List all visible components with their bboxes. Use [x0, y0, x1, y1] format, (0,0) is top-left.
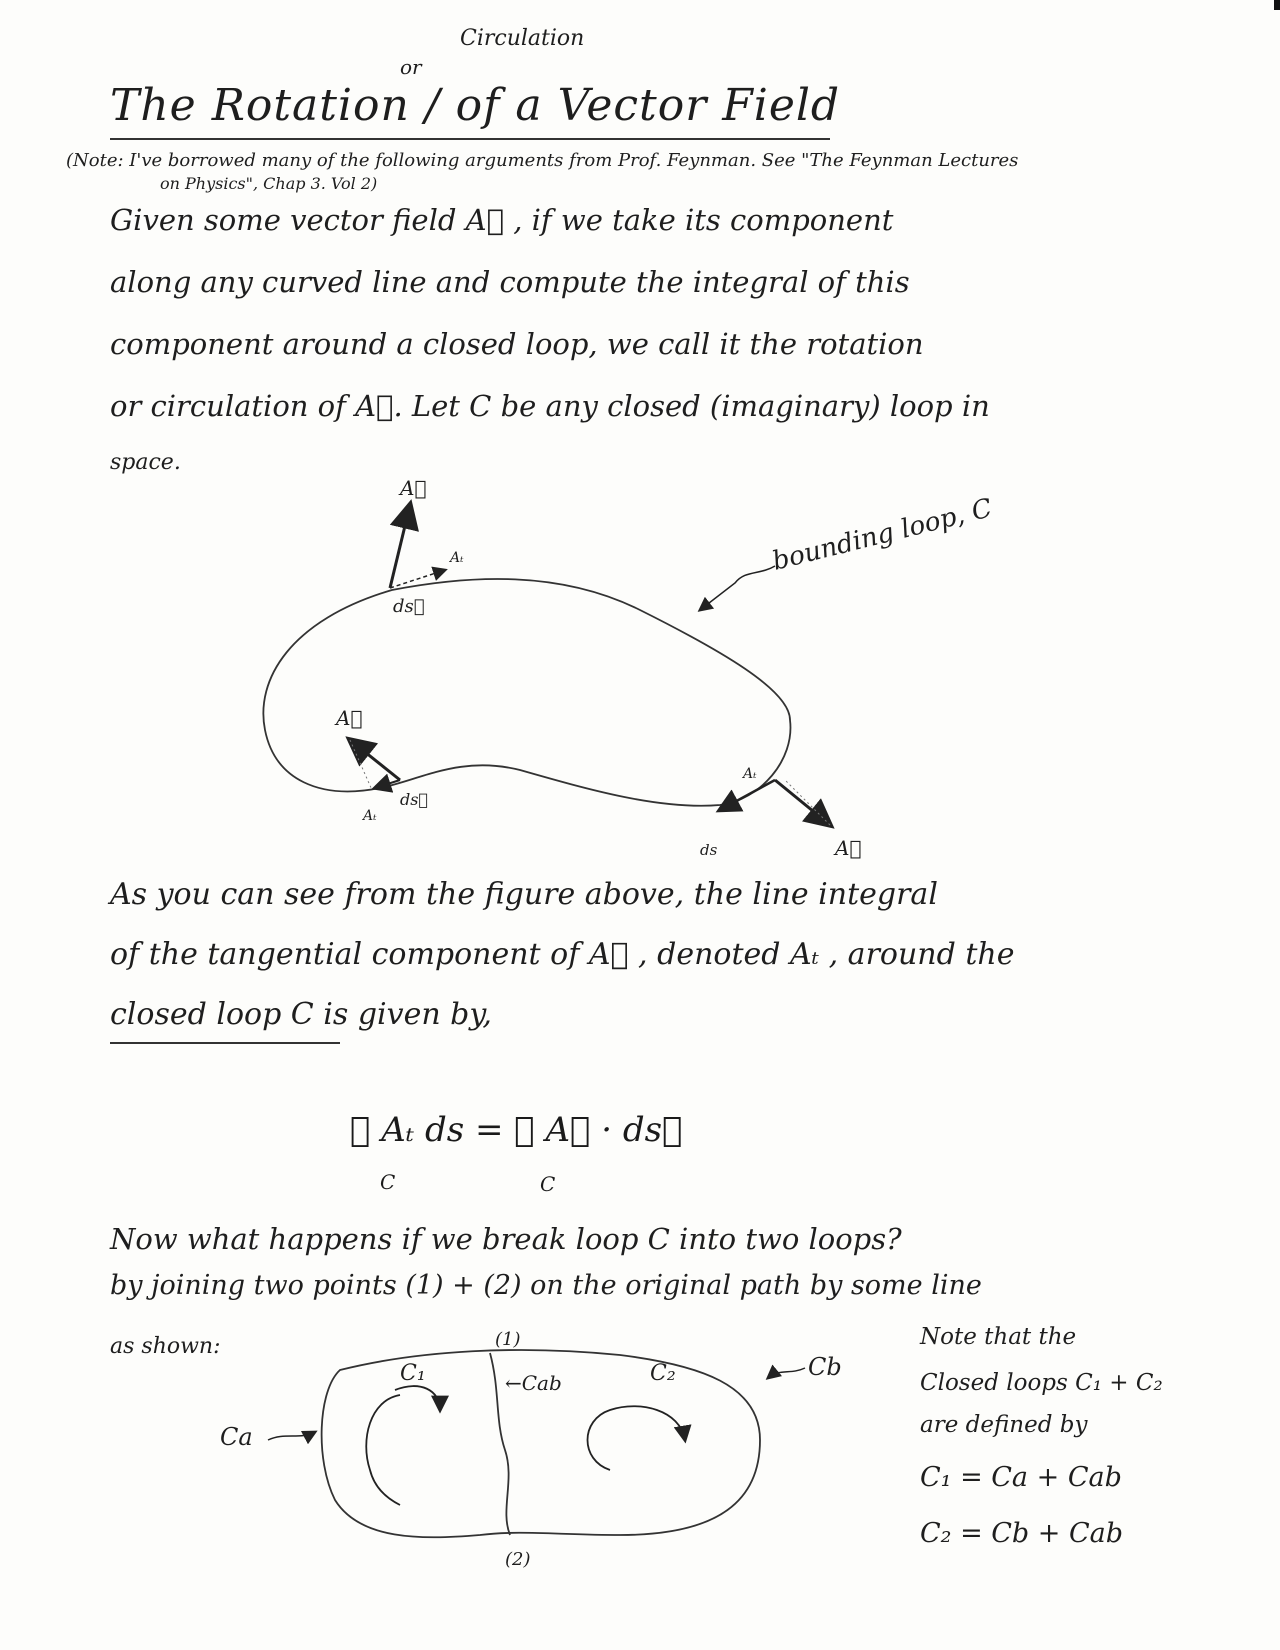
paragraph-1-line-1: Given some vector field A⃗ , if we take its component	[110, 203, 894, 237]
label-a-left: A⃗	[336, 706, 363, 730]
paragraph-2-line-2: of the tangential component of A⃗ , denoted Aₜ , around the	[110, 937, 1015, 972]
label-at-top: Aₜ	[450, 550, 464, 566]
paragraph-3-line-3: as shown:	[110, 1334, 221, 1359]
title-underline	[110, 138, 830, 140]
paragraph-3-line-1: Now what happens if we break loop C into two loops?	[110, 1222, 902, 1256]
page-title: The Rotation / of a Vector Field	[110, 80, 841, 131]
paragraph-1-line-5: space.	[110, 450, 181, 475]
bounding-pointer	[700, 566, 775, 610]
paragraph-3-line-2: by joining two points (1) + (2) on the original path by some line	[110, 1270, 982, 1301]
label-at-left: Aₜ	[363, 808, 377, 824]
tangent-ds-right	[720, 780, 775, 810]
figure-split-loop-diagram	[0, 1320, 900, 1620]
label-ca: Ca	[220, 1423, 253, 1451]
figure-loop-diagram	[0, 470, 1280, 880]
label-ds-top: ds⃗	[393, 596, 425, 617]
label-cb: Cb	[808, 1353, 842, 1381]
line-integral-equation: ∮ Aₜ ds = ∮ A⃗ · ds⃗	[350, 1110, 683, 1150]
label-point-2: (2)	[505, 1549, 531, 1570]
loop-c-curve	[263, 579, 790, 806]
scan-edge-mark	[1274, 0, 1280, 10]
equation-subscript-left: C	[380, 1170, 396, 1194]
label-bounding-loop: bounding loop, C	[769, 493, 996, 577]
note-line-1: (Note: I've borrowed many of the following arguments from Prof. Feynman. See "The Feynman Lectures	[66, 150, 1019, 171]
paragraph-2-line-3: closed loop C is given by,	[110, 997, 492, 1032]
label-cab: ←Cab	[505, 1371, 562, 1395]
equation-subscript-right: C	[540, 1172, 556, 1196]
vector-a-left	[350, 740, 400, 780]
label-c1: C₁	[400, 1361, 426, 1386]
title-insert-or: or	[400, 55, 422, 79]
label-a-top: A⃗	[400, 476, 427, 500]
ca-pointer	[268, 1432, 315, 1440]
label-ds-right: ds	[700, 841, 718, 859]
label-a-right: A⃗	[835, 836, 862, 860]
right-note-line-4: C₁ = Ca + Cab	[920, 1462, 1122, 1493]
right-note-line-2: Closed loops C₁ + C₂	[920, 1370, 1163, 1396]
label-point-1: (1)	[495, 1329, 521, 1350]
c1-arrow-top	[395, 1386, 440, 1410]
right-note-line-1: Note that the	[920, 1324, 1077, 1350]
vector-a-top	[390, 505, 410, 588]
label-at-right: Aₜ	[743, 766, 757, 782]
paragraph-1-line-4: or circulation of A⃗. Let C be any closed (imaginary) loop in	[110, 389, 990, 423]
c2-arrow	[588, 1406, 686, 1470]
title-insert-circulation: Circulation	[460, 26, 585, 51]
right-note-line-3: are defined by	[920, 1412, 1088, 1438]
label-ds-left: ds⃗	[400, 790, 429, 809]
c1-arrow	[366, 1395, 400, 1505]
closed-loop-underline	[110, 1042, 340, 1044]
paragraph-1-line-3: component around a closed loop, we call it the rotation	[110, 327, 924, 361]
note-line-2: on Physics", Chap 3. Vol 2)	[160, 174, 378, 193]
paragraph-2-line-1: As you can see from the figure above, the line integral	[110, 877, 938, 912]
paragraph-1-line-2: along any curved line and compute the integral of this	[110, 265, 910, 299]
cb-pointer	[768, 1368, 805, 1378]
right-note-line-5: C₂ = Cb + Cab	[920, 1518, 1124, 1549]
label-c2: C₂	[650, 1361, 676, 1386]
vector-a-right	[775, 780, 830, 825]
